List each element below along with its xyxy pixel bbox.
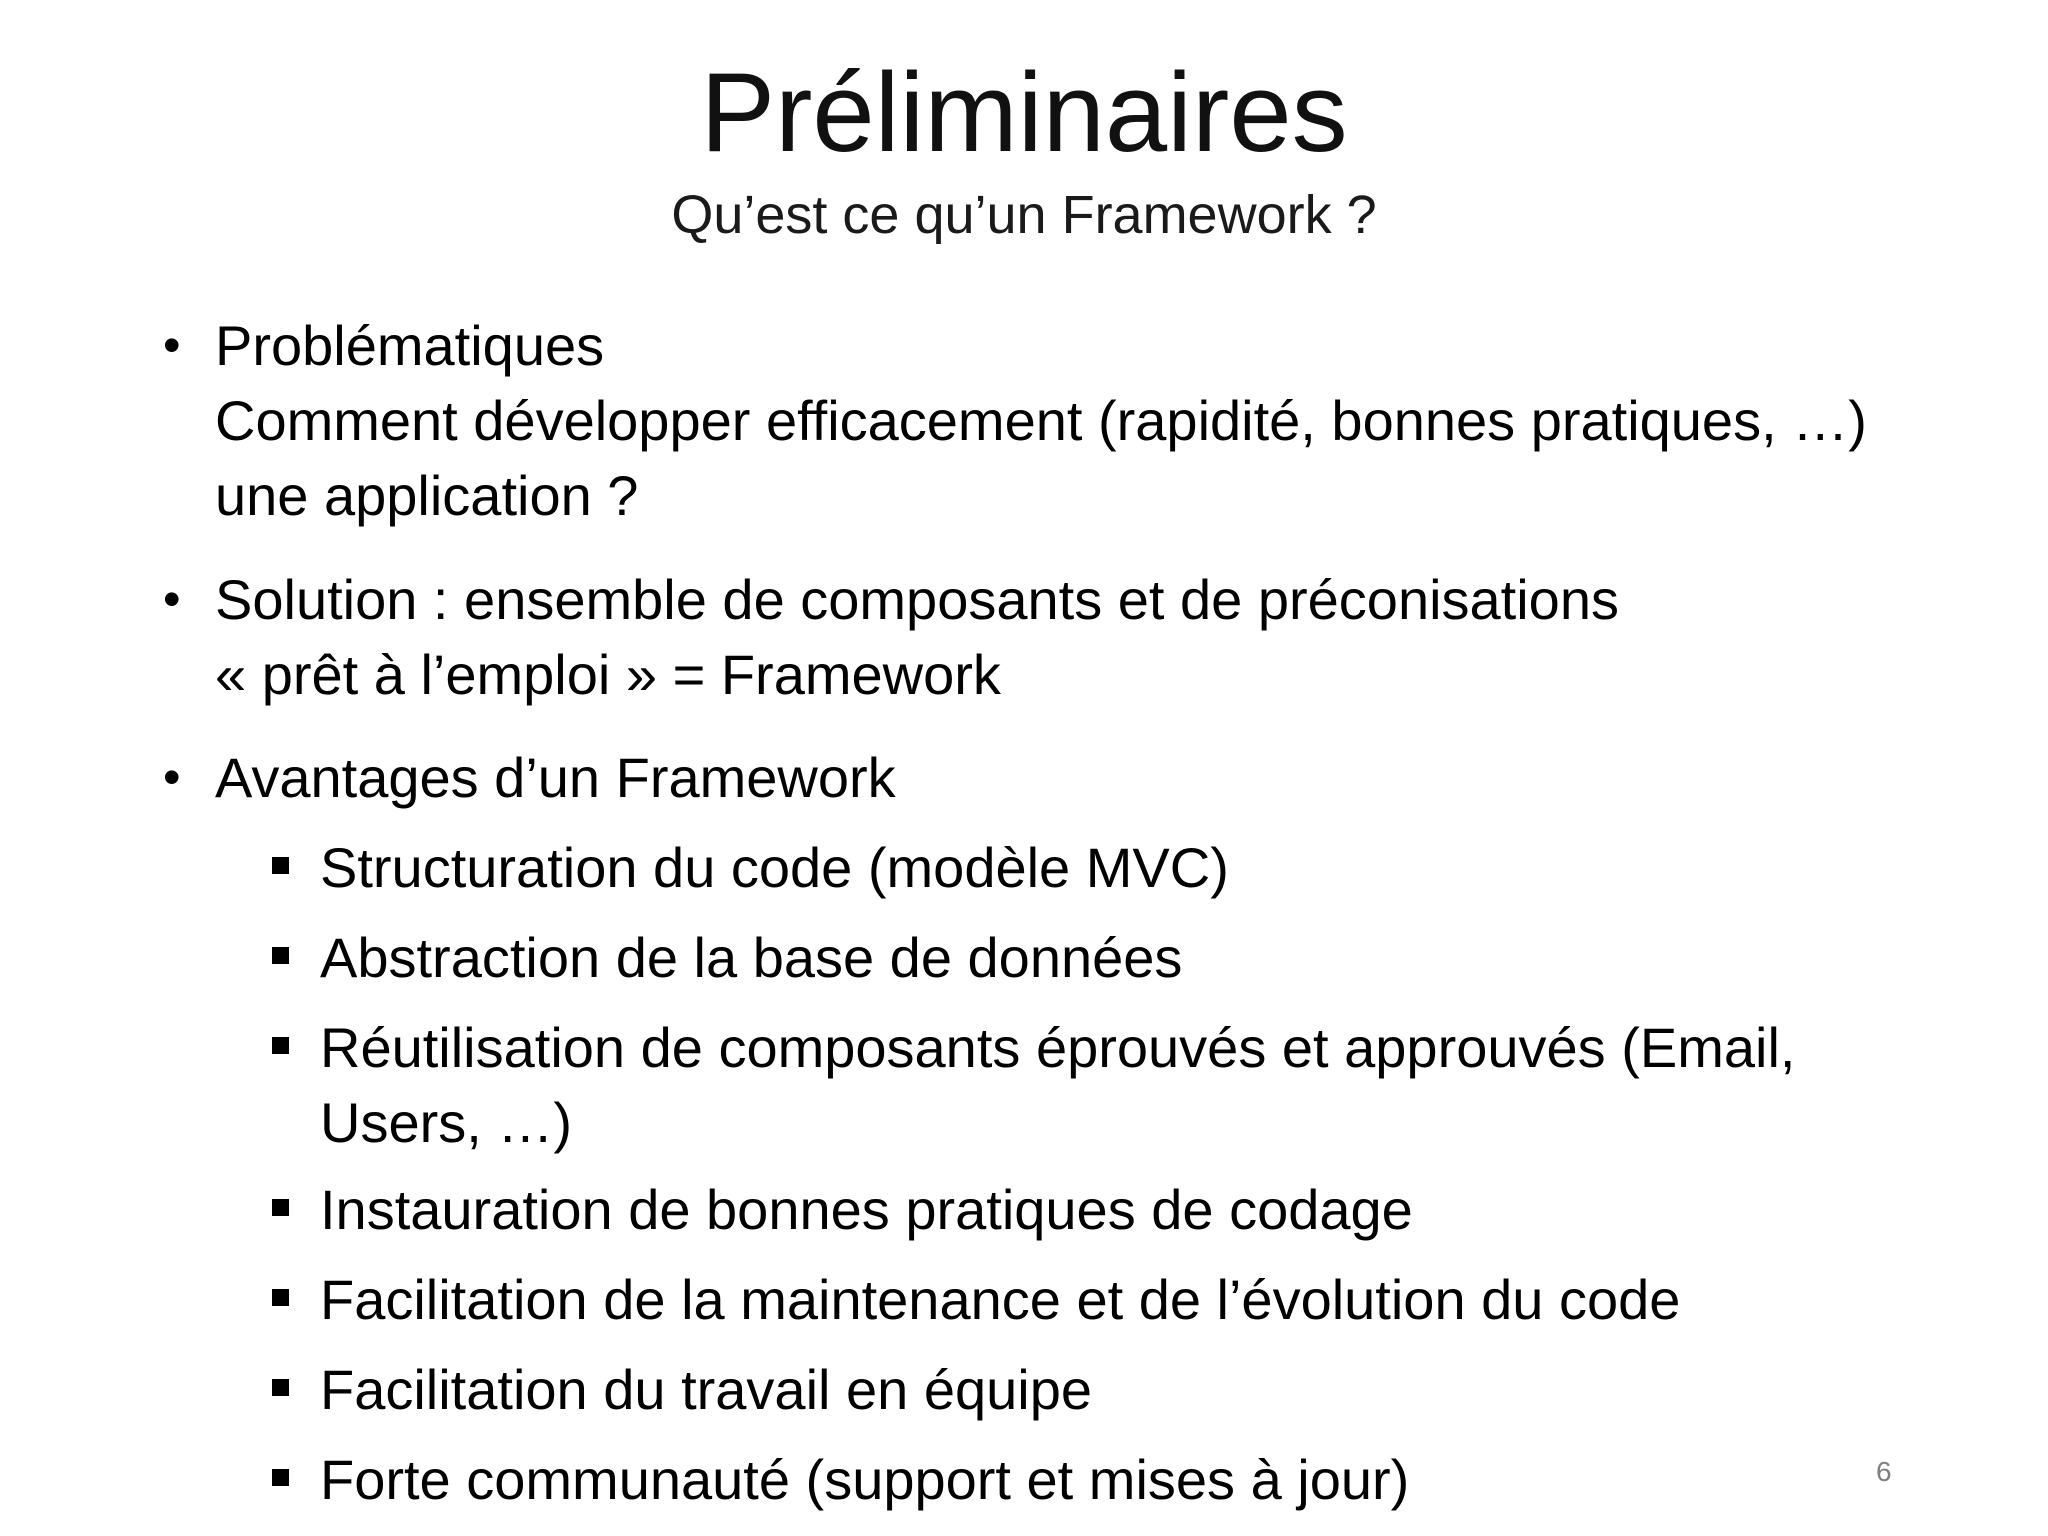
slide-title: Préliminaires xyxy=(700,50,1348,175)
bullet-text: Solution : ensemble de composants et de préconisations « prêt à l’emploi » = Framework xyxy=(215,568,1619,706)
sub-bullet-text: Instauration de bonnes pratiques de codage xyxy=(320,1178,1413,1241)
bullet-marker: • xyxy=(163,317,181,373)
sub-bullet-text: Structuration du code (modèle MVC) xyxy=(320,836,1229,899)
bullet-text: Avantages d’un Framework xyxy=(215,746,896,809)
square-bullet-icon xyxy=(272,857,289,874)
page-number: 6 xyxy=(1876,1456,1892,1487)
square-bullet-icon xyxy=(272,1379,289,1396)
slide-subtitle: Qu’est ce qu’un Framework ? xyxy=(671,185,1377,245)
sub-bullet-text: Réutilisation de composants éprouvés et approuvés (Email, Users, …) xyxy=(320,1016,1796,1154)
sub-bullet-text: Abstraction de la base de données xyxy=(320,926,1183,989)
square-bullet-icon xyxy=(272,1469,289,1486)
sub-bullet-text: Facilitation de la maintenance et de l’évolution du code xyxy=(320,1268,1681,1331)
sub-bullet-text: Facilitation du travail en équipe xyxy=(320,1358,1093,1421)
square-bullet-icon xyxy=(272,947,289,964)
bullet-marker: • xyxy=(163,571,181,627)
bullet-text: Problématiques Comment développer efficacement (rapidité, bonnes pratiques, …) une application ? xyxy=(215,314,1867,527)
square-bullet-icon xyxy=(272,1199,289,1216)
square-bullet-icon xyxy=(272,1037,289,1054)
sub-bullet-text: Forte communauté (support et mises à jour) xyxy=(320,1448,1410,1511)
bullet-marker: • xyxy=(163,749,181,805)
square-bullet-icon xyxy=(272,1289,289,1306)
